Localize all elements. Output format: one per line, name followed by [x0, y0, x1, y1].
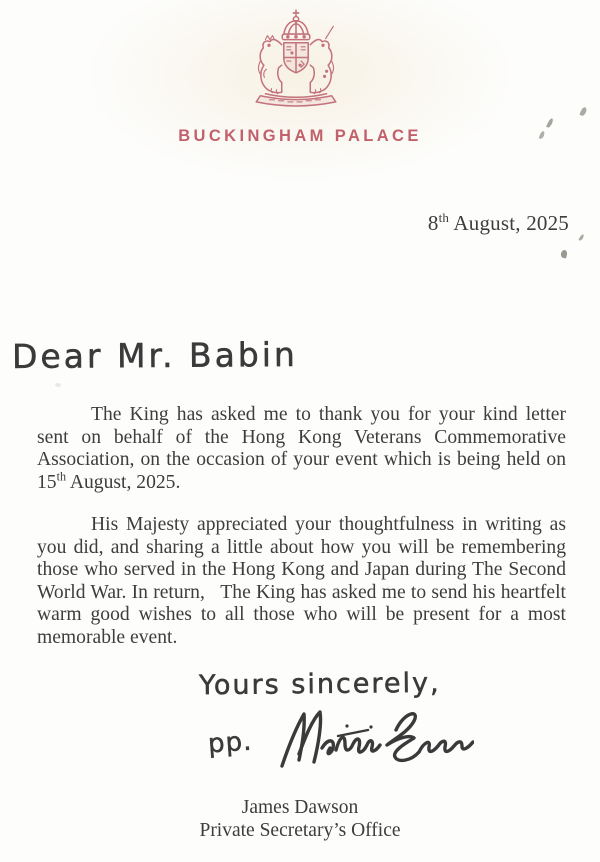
- valediction-handwritten: Yours sincerely,: [198, 667, 441, 702]
- letter-date: 8th August, 2025: [427, 210, 569, 235]
- letter-body: [37, 404, 566, 649]
- scan-artifact: [55, 383, 62, 388]
- salutation-handwritten: Dear Mr. Babin: [11, 335, 299, 376]
- signature-flourish-icon: [246, 704, 474, 774]
- signoff-name: James Dawson: [241, 797, 359, 818]
- letter-paragraph: The King has asked me to thank you for your kind letter sent on behalf of the Hong Kong Veterans Commemorative Association, on the occasion of your event which is being held on 15th August, 2025.: [37, 404, 566, 493]
- letter-paragraph: His Majesty appreciated your thoughtfulness in writing as you did, and sharing a little about how you will be remembering those who served in the Hong Kong and Japan during The Second World War. In return, The King has asked me to send his heartfelt warm good wishes to all those who will be present for a most memorable event.: [37, 514, 566, 648]
- scan-artifact: [578, 234, 584, 242]
- royal-coat-of-arms-icon: [245, 7, 347, 107]
- letterhead-title: BUCKINGHAM PALACE: [178, 127, 422, 145]
- scan-artifact: [560, 249, 568, 258]
- scan-artifact: [579, 106, 587, 116]
- signature-block: [206, 704, 476, 774]
- pp-label: pp.: [207, 726, 254, 760]
- signoff-office: Private Secretary’s Office: [199, 819, 401, 841]
- signoff-block: [0, 797, 600, 842]
